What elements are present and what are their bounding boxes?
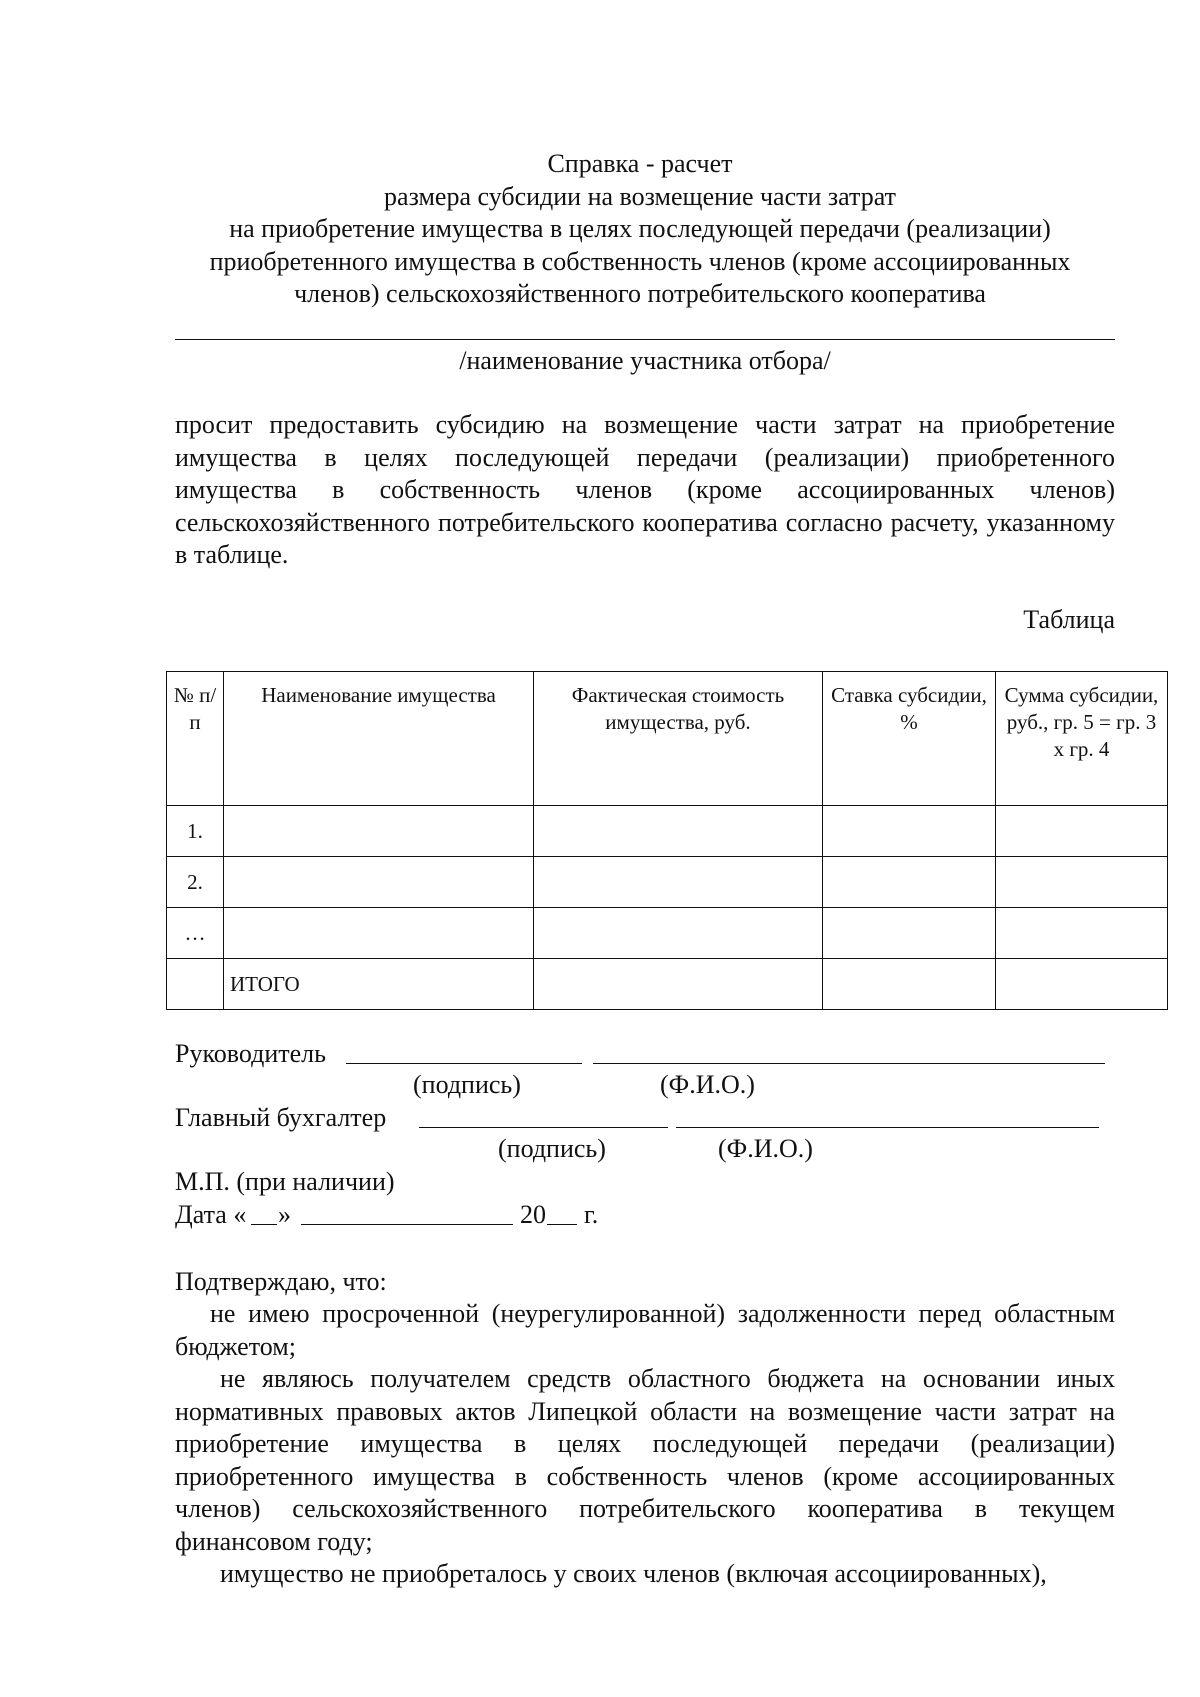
title-line: Справка - расчет	[547, 149, 733, 178]
table-label: Таблица	[1023, 605, 1115, 634]
accountant-label: Главный бухгалтер	[175, 1103, 387, 1132]
table-row	[167, 806, 1168, 857]
header-num: № п/п	[167, 672, 224, 806]
title-line: на приобретение имущества в целях последующей передачи (реализации)	[229, 214, 1051, 243]
participant-name-caption: /наименование участника отбора/	[459, 346, 831, 375]
accountant-signature-line	[419, 1127, 668, 1128]
total-cost	[534, 959, 823, 1010]
year-suffix: г.	[584, 1200, 599, 1229]
title-line: членов) сельскохозяйственного потребительского кооператива	[294, 279, 986, 308]
head-name-line	[593, 1063, 1105, 1064]
date-month-line	[301, 1224, 513, 1225]
request-paragraph: просит предоставить субсидию на возмещение части затрат на приобретение имущества в целях последующей передачи (реализации) приобретенного имущества в собственность членов (кроме ассоциированных членов) сельскохозяйственного потребительского кооператива согласно расчету, указанному в таблице.	[175, 410, 1115, 569]
row-sum	[996, 857, 1168, 908]
year-prefix: 20	[520, 1200, 546, 1229]
year-line	[547, 1224, 577, 1225]
table-header-row	[167, 672, 1168, 806]
confirmation-item-2: не являюсь получателем средств областного бюджета на основании иных нормативных правовых актов Липецкой области на возмещение части затрат на приобретение имущества в целях последующей передачи (реализации) приобретенного имущества в собственность членов (кроме ассоциированных членов) сельскохозяйственного потребительского кооператива в текущем финансовом году;	[175, 1364, 1115, 1556]
accountant-name-line	[676, 1127, 1099, 1128]
row-num: 2.	[167, 857, 224, 908]
table-row	[167, 908, 1168, 959]
row-name	[224, 908, 534, 959]
row-sum	[996, 806, 1168, 857]
total-num	[167, 959, 224, 1010]
total-sum	[996, 959, 1168, 1010]
header-name: Наименование имущества	[224, 672, 534, 806]
accountant-sign-caption: (подпись)	[498, 1134, 606, 1163]
row-sum	[996, 908, 1168, 959]
row-cost	[534, 806, 823, 857]
confirmation-item-3: имущество не приобреталось у своих членов (включая ассоциированных),	[220, 1559, 1047, 1588]
confirmation-heading: Подтверждаю, что:	[175, 1267, 387, 1296]
title-line: размера субсидии на возмещение части затрат	[384, 181, 896, 211]
table-total-row	[167, 959, 1168, 1010]
row-rate	[823, 908, 996, 959]
head-name-caption: (Ф.И.О.)	[660, 1070, 755, 1099]
header-cost: Фактическая стоимость имущества, руб.	[534, 672, 823, 806]
header-rate: Ставка субсидии, %	[823, 672, 996, 806]
row-rate	[823, 857, 996, 908]
row-cost	[534, 857, 823, 908]
confirmation-item-1: не имею просроченной (неурегулированной) задолженности перед областным бюджетом;	[175, 1299, 1115, 1361]
head-signature-line	[346, 1063, 582, 1064]
participant-name-blank	[175, 339, 1115, 340]
head-label: Руководитель	[175, 1039, 326, 1068]
date-quote-close: »	[278, 1200, 291, 1229]
row-name	[224, 857, 534, 908]
row-rate	[823, 806, 996, 857]
row-num: 1.	[167, 806, 224, 857]
head-sign-caption: (подпись)	[413, 1070, 521, 1099]
row-num: …	[167, 908, 224, 959]
stamp-note: М.П. (при наличии)	[175, 1167, 395, 1196]
date-day-line	[251, 1224, 277, 1225]
date-label: Дата «	[175, 1200, 247, 1229]
total-rate	[823, 959, 996, 1010]
document-title	[160, 148, 1120, 311]
subsidy-calculation-table	[166, 671, 1168, 1010]
header-sum: Сумма субсидии, руб., гр. 5 = гр. 3 х гр. 4	[996, 672, 1168, 806]
row-cost	[534, 908, 823, 959]
table-row	[167, 857, 1168, 908]
total-label: ИТОГО	[224, 959, 534, 1010]
accountant-name-caption: (Ф.И.О.)	[718, 1134, 813, 1163]
title-line: приобретенного имущества в собственность членов (кроме ассоциированных	[209, 246, 1071, 276]
row-name	[224, 806, 534, 857]
